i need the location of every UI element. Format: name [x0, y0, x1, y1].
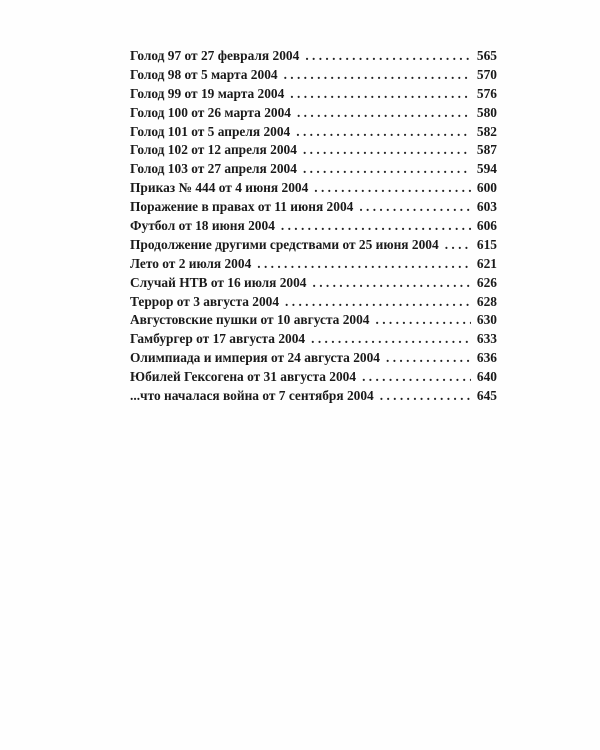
- toc-entry-page: 603: [476, 199, 497, 215]
- toc-entry: [130, 330, 497, 349]
- toc-entry-title: Лето от 2 июля 2004: [130, 255, 252, 271]
- dot-leader: [380, 387, 471, 406]
- toc-entry-page: 628: [476, 293, 497, 309]
- toc-entry: [130, 66, 497, 85]
- toc-entry-title: Голод 100 от 26 марта 2004: [130, 104, 291, 120]
- toc-entry-title: Олимпиада и империя от 24 августа 2004: [130, 350, 381, 366]
- dot-leader: [445, 236, 471, 255]
- dot-leader: [305, 47, 471, 66]
- toc-entry-title: Гамбургер от 17 августа 2004: [130, 331, 306, 347]
- dot-leader: [284, 66, 471, 85]
- toc-entry: [130, 311, 497, 330]
- toc-entry: [130, 123, 497, 142]
- toc-entry-page: 606: [476, 218, 497, 234]
- toc-entry-page: 615: [476, 236, 497, 252]
- dot-leader: [314, 179, 471, 198]
- toc-entry-page: 580: [476, 104, 497, 120]
- toc-entry: [130, 85, 497, 104]
- table-of-contents: [130, 47, 497, 406]
- toc-entry: [130, 349, 497, 368]
- toc-entry-page: 630: [476, 312, 497, 328]
- toc-entry-page: 594: [476, 161, 497, 177]
- toc-entry-page: 626: [476, 274, 497, 290]
- toc-entry-page: 621: [476, 255, 497, 271]
- toc-entry-title: Поражение в правах от 11 июня 2004: [130, 199, 354, 215]
- toc-entry-title: Случай НТВ от 16 июля 2004: [130, 274, 307, 290]
- toc-entry: [130, 255, 497, 274]
- dot-leader: [285, 293, 471, 312]
- toc-entry-title: Террор от 3 августа 2004: [130, 293, 280, 309]
- toc-entry-title: Голод 103 от 27 апреля 2004: [130, 161, 297, 177]
- dot-leader: [311, 330, 471, 349]
- toc-entry-title: Голод 102 от 12 апреля 2004: [130, 142, 297, 158]
- toc-entry: [130, 47, 497, 66]
- toc-entry: [130, 236, 497, 255]
- dot-leader: [281, 217, 471, 236]
- toc-entry-title: Футбол от 18 июня 2004: [130, 218, 275, 234]
- toc-entry-title: Юбилей Гексогена от 31 августа 2004: [130, 369, 357, 385]
- toc-entry-title: Голод 101 от 5 апреля 2004: [130, 123, 291, 139]
- toc-entry-title: Голод 99 от 19 марта 2004: [130, 85, 285, 101]
- dot-leader: [376, 311, 471, 330]
- toc-entry-page: 633: [476, 331, 497, 347]
- toc-entry-title: Августовские пушки от 10 августа 2004: [130, 312, 370, 328]
- toc-entry: [130, 160, 497, 179]
- dot-leader: [362, 368, 471, 387]
- dot-leader: [303, 141, 471, 160]
- toc-entry: [130, 217, 497, 236]
- dot-leader: [297, 104, 471, 123]
- toc-entry: [130, 293, 497, 312]
- toc-entry: [130, 368, 497, 387]
- toc-entry: [130, 387, 497, 406]
- toc-entry: [130, 179, 497, 198]
- dot-leader: [296, 123, 471, 142]
- toc-entry-page: 645: [476, 388, 497, 404]
- toc-entry: [130, 198, 497, 217]
- toc-entry-page: 582: [476, 123, 497, 139]
- dot-leader: [290, 85, 471, 104]
- toc-entry-title: Продолжение другими средствами от 25 июня 2004: [130, 236, 439, 252]
- toc-entry-title: ...что началася война от 7 сентября 2004: [130, 388, 374, 404]
- dot-leader: [313, 274, 472, 293]
- toc-entry: [130, 141, 497, 160]
- toc-entry-page: 565: [476, 48, 497, 63]
- toc-entry-page: 576: [476, 85, 497, 101]
- toc-entry-page: 587: [476, 142, 497, 158]
- toc-entry-title: Голод 98 от 5 марта 2004: [130, 66, 278, 82]
- toc-entry-page: 600: [476, 180, 497, 196]
- toc-entry-page: 640: [476, 369, 497, 385]
- dot-leader: [257, 255, 471, 274]
- dot-leader: [359, 198, 471, 217]
- dot-leader: [386, 349, 471, 368]
- toc-entry-title: Голод 97 от 27 февраля 2004: [130, 48, 300, 63]
- dot-leader: [303, 160, 471, 179]
- toc-entry-page: 636: [476, 350, 497, 366]
- toc-entry: [130, 274, 497, 293]
- toc-entry: [130, 104, 497, 123]
- toc-entry-page: 570: [476, 66, 497, 82]
- toc-entry-title: Приказ № 444 от 4 июня 2004: [130, 180, 309, 196]
